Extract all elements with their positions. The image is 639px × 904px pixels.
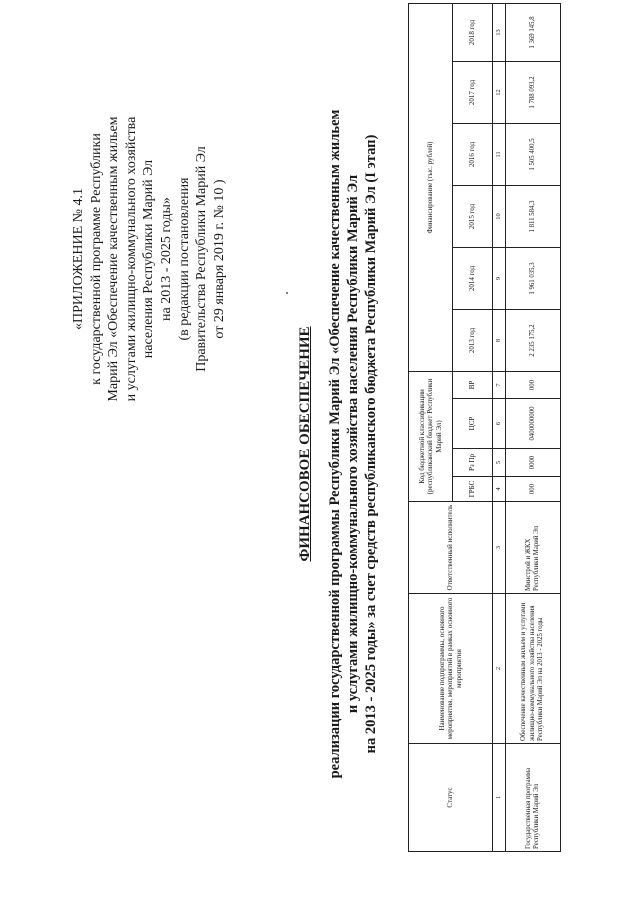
row-value: 1 369 145,8 — [506, 3, 561, 61]
title-line: на 2013 - 2025 годы» за счет средств республиканского бюджета Республики Марий Эл (I этап) — [363, 134, 379, 754]
appendix-block — [70, 94, 228, 424]
column-number: 12 — [493, 62, 506, 124]
appendix-line: к государственной программе Республики — [88, 133, 104, 385]
title-line: реализации государственной программы Республики Марий Эл «Обеспечение качественным жильем — [327, 109, 343, 779]
row-name: Обеспечение качественным жильем и услугами жилищно-коммунального хозяйства населения Республики Марий Эл на 2013 - 2025 годы — [506, 594, 561, 744]
header-year: 2017 год — [453, 62, 493, 124]
header-rzpr: Рз Пр — [453, 449, 493, 477]
row-executor: Минстрой и ЖКХ Республики Марий Эл — [506, 502, 561, 594]
header-grbs: ГРБС — [453, 477, 493, 502]
header-budget-code: Код бюджетной классификации (республиканский бюджет Республики Марий Эл) — [409, 372, 453, 502]
column-number: 4 — [493, 477, 506, 502]
appendix-line: и услугами жилищно-коммунального хозяйства — [123, 116, 139, 402]
column-number: 11 — [493, 124, 506, 186]
column-number-row — [493, 3, 506, 851]
column-number: 13 — [493, 3, 506, 61]
document-title — [296, 74, 380, 814]
header-status: Статус — [409, 744, 493, 852]
row-value: 2 235 175,2 — [506, 310, 561, 372]
appendix-line: Марий Эл «Обеспечение качественным жильем — [106, 116, 122, 402]
appendix-line: (в редакции постановления — [176, 177, 192, 341]
header-executor: Ответственный исполнитель — [409, 502, 493, 594]
header-financing: Финансирование (тыс. рублей) — [409, 3, 453, 371]
table-row — [506, 3, 561, 851]
appendix-line: от 29 января 2019 г. № 10 ) — [211, 179, 227, 339]
row-status: Государственная программа Республики Марий Эл — [506, 744, 561, 852]
row-value: 1 505 400,5 — [506, 124, 561, 186]
row-csr: 0400000000 — [506, 399, 561, 449]
scan-speck — [286, 292, 288, 294]
row-vr: 000 — [506, 372, 561, 399]
column-number: 5 — [493, 449, 506, 477]
header-vr: ВР — [453, 372, 493, 399]
column-number: 2 — [493, 594, 506, 744]
row-value: 1 811 584,3 — [506, 186, 561, 248]
column-number: 3 — [493, 502, 506, 594]
header-year: 2016 год — [453, 124, 493, 186]
header-name: Наименование подпрограммы, основного мероприятия, мероприятий в рамках основного мероприятия — [409, 594, 493, 744]
financing-table — [408, 3, 561, 852]
header-year: 2015 год — [453, 186, 493, 248]
appendix-line: Правительства Республики Марий Эл — [194, 146, 210, 372]
row-rzpr: 0000 — [506, 449, 561, 477]
column-number: 8 — [493, 310, 506, 372]
title-main: ФИНАНСОВОЕ ОБЕСПЕЧЕНИЕ — [297, 326, 313, 562]
header-csr: ЦСР — [453, 399, 493, 449]
header-year: 2018 год — [453, 3, 493, 61]
column-number: 1 — [493, 744, 506, 852]
title-line: и услугами жилищно-коммунального хозяйства населения Республики Марий Эл — [345, 174, 361, 714]
header-row-top — [409, 3, 453, 851]
appendix-line: населения Республики Марий Эл — [141, 159, 157, 359]
header-year: 2013 год — [453, 310, 493, 372]
header-year: 2014 год — [453, 248, 493, 310]
appendix-line: «ПРИЛОЖЕНИЕ № 4.1 — [71, 188, 86, 330]
column-number: 10 — [493, 186, 506, 248]
column-number: 7 — [493, 372, 506, 399]
column-number: 6 — [493, 399, 506, 449]
row-value: 1 788 093,2 — [506, 62, 561, 124]
row-value: 1 961 035,3 — [506, 248, 561, 310]
appendix-line: на 2013 - 2025 годы» — [158, 197, 174, 321]
row-grbs: 000 — [506, 477, 561, 502]
column-number: 9 — [493, 248, 506, 310]
